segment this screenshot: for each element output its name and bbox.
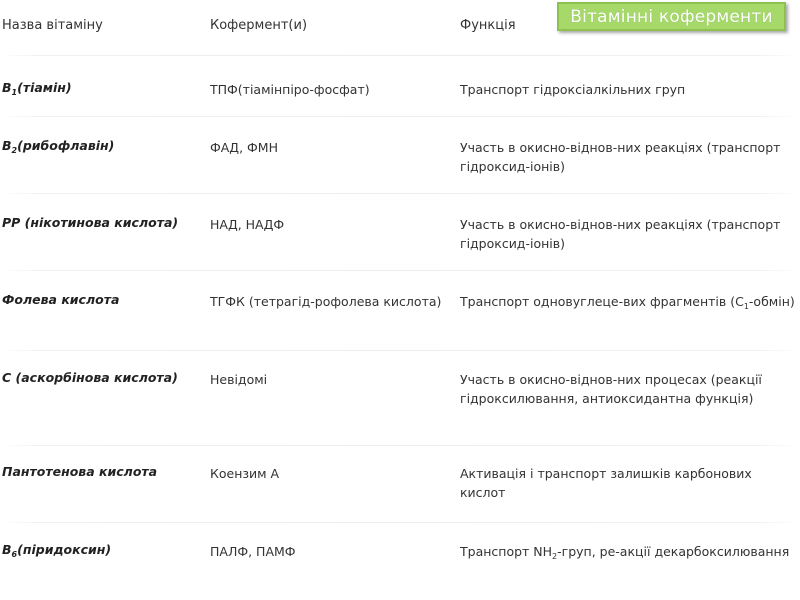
coenzyme-cell: ТГФК (тетрагід-рофолева кислота) (210, 294, 442, 309)
row-divider (0, 270, 800, 271)
header-name: Назва вітаміну (2, 18, 103, 33)
function-cell: Участь в окисно-віднов-них реакціях (транспорт гідроксид-іонів) (460, 217, 781, 251)
row-divider (0, 445, 800, 446)
function-cell: Активація і транспорт залишків карбонових кислот (460, 466, 752, 500)
vitamin-name: Фолева кислота (2, 292, 120, 307)
row-divider (0, 193, 800, 194)
vitamin-name: $B_2(рибофлавін)$ (2, 138, 115, 155)
coenzyme-cell: ФАД, ФМН (210, 140, 278, 155)
function-cell: Транспорт $NH_2$-груп, ре-акції декарбоксилювання (460, 544, 790, 561)
coenzyme-cell: НАД, НАДФ (210, 217, 285, 232)
title-badge (557, 2, 786, 31)
row-divider (0, 522, 800, 523)
function-cell: Участь в окисно-віднов-них реакціях (транспорт гідроксид-іонів) (460, 140, 781, 174)
row-divider (0, 350, 800, 351)
page-title: Вітамінні коферменти (570, 6, 773, 27)
vitamin-name: C (аскорбінова кислота) (2, 370, 178, 385)
coenzyme-cell: ПАЛФ, ПАМФ (210, 544, 296, 559)
row-divider (0, 116, 800, 117)
vitamin-name: PP (нікотинова кислота) (2, 215, 179, 230)
function-cell: Транспорт гідроксіалкільних груп (460, 82, 686, 97)
vitamin-name: $B_6(піридоксин)$ (2, 542, 112, 559)
coenzyme-cell: Невідомі (210, 372, 268, 387)
header-function: Функція (460, 18, 516, 33)
function-cell: Участь в окисно-віднов-них процесах (реакції гідроксилювання, антиоксидантна функція) (460, 372, 762, 406)
coenzyme-cell: Коензим А (210, 466, 280, 481)
row-divider (0, 55, 800, 56)
vitamin-name: Пантотенова кислота (2, 464, 158, 479)
vitamin-name: $B_1(тіамін)$ (2, 80, 72, 97)
header-coenzyme: Кофермент(и) (210, 18, 308, 33)
coenzyme-cell: ТПФ(тіамінпіро-фосфат) (210, 82, 370, 97)
function-cell: Транспорт одновуглеце-вих фрагментів $(C_1-обмін)$ (460, 294, 795, 311)
